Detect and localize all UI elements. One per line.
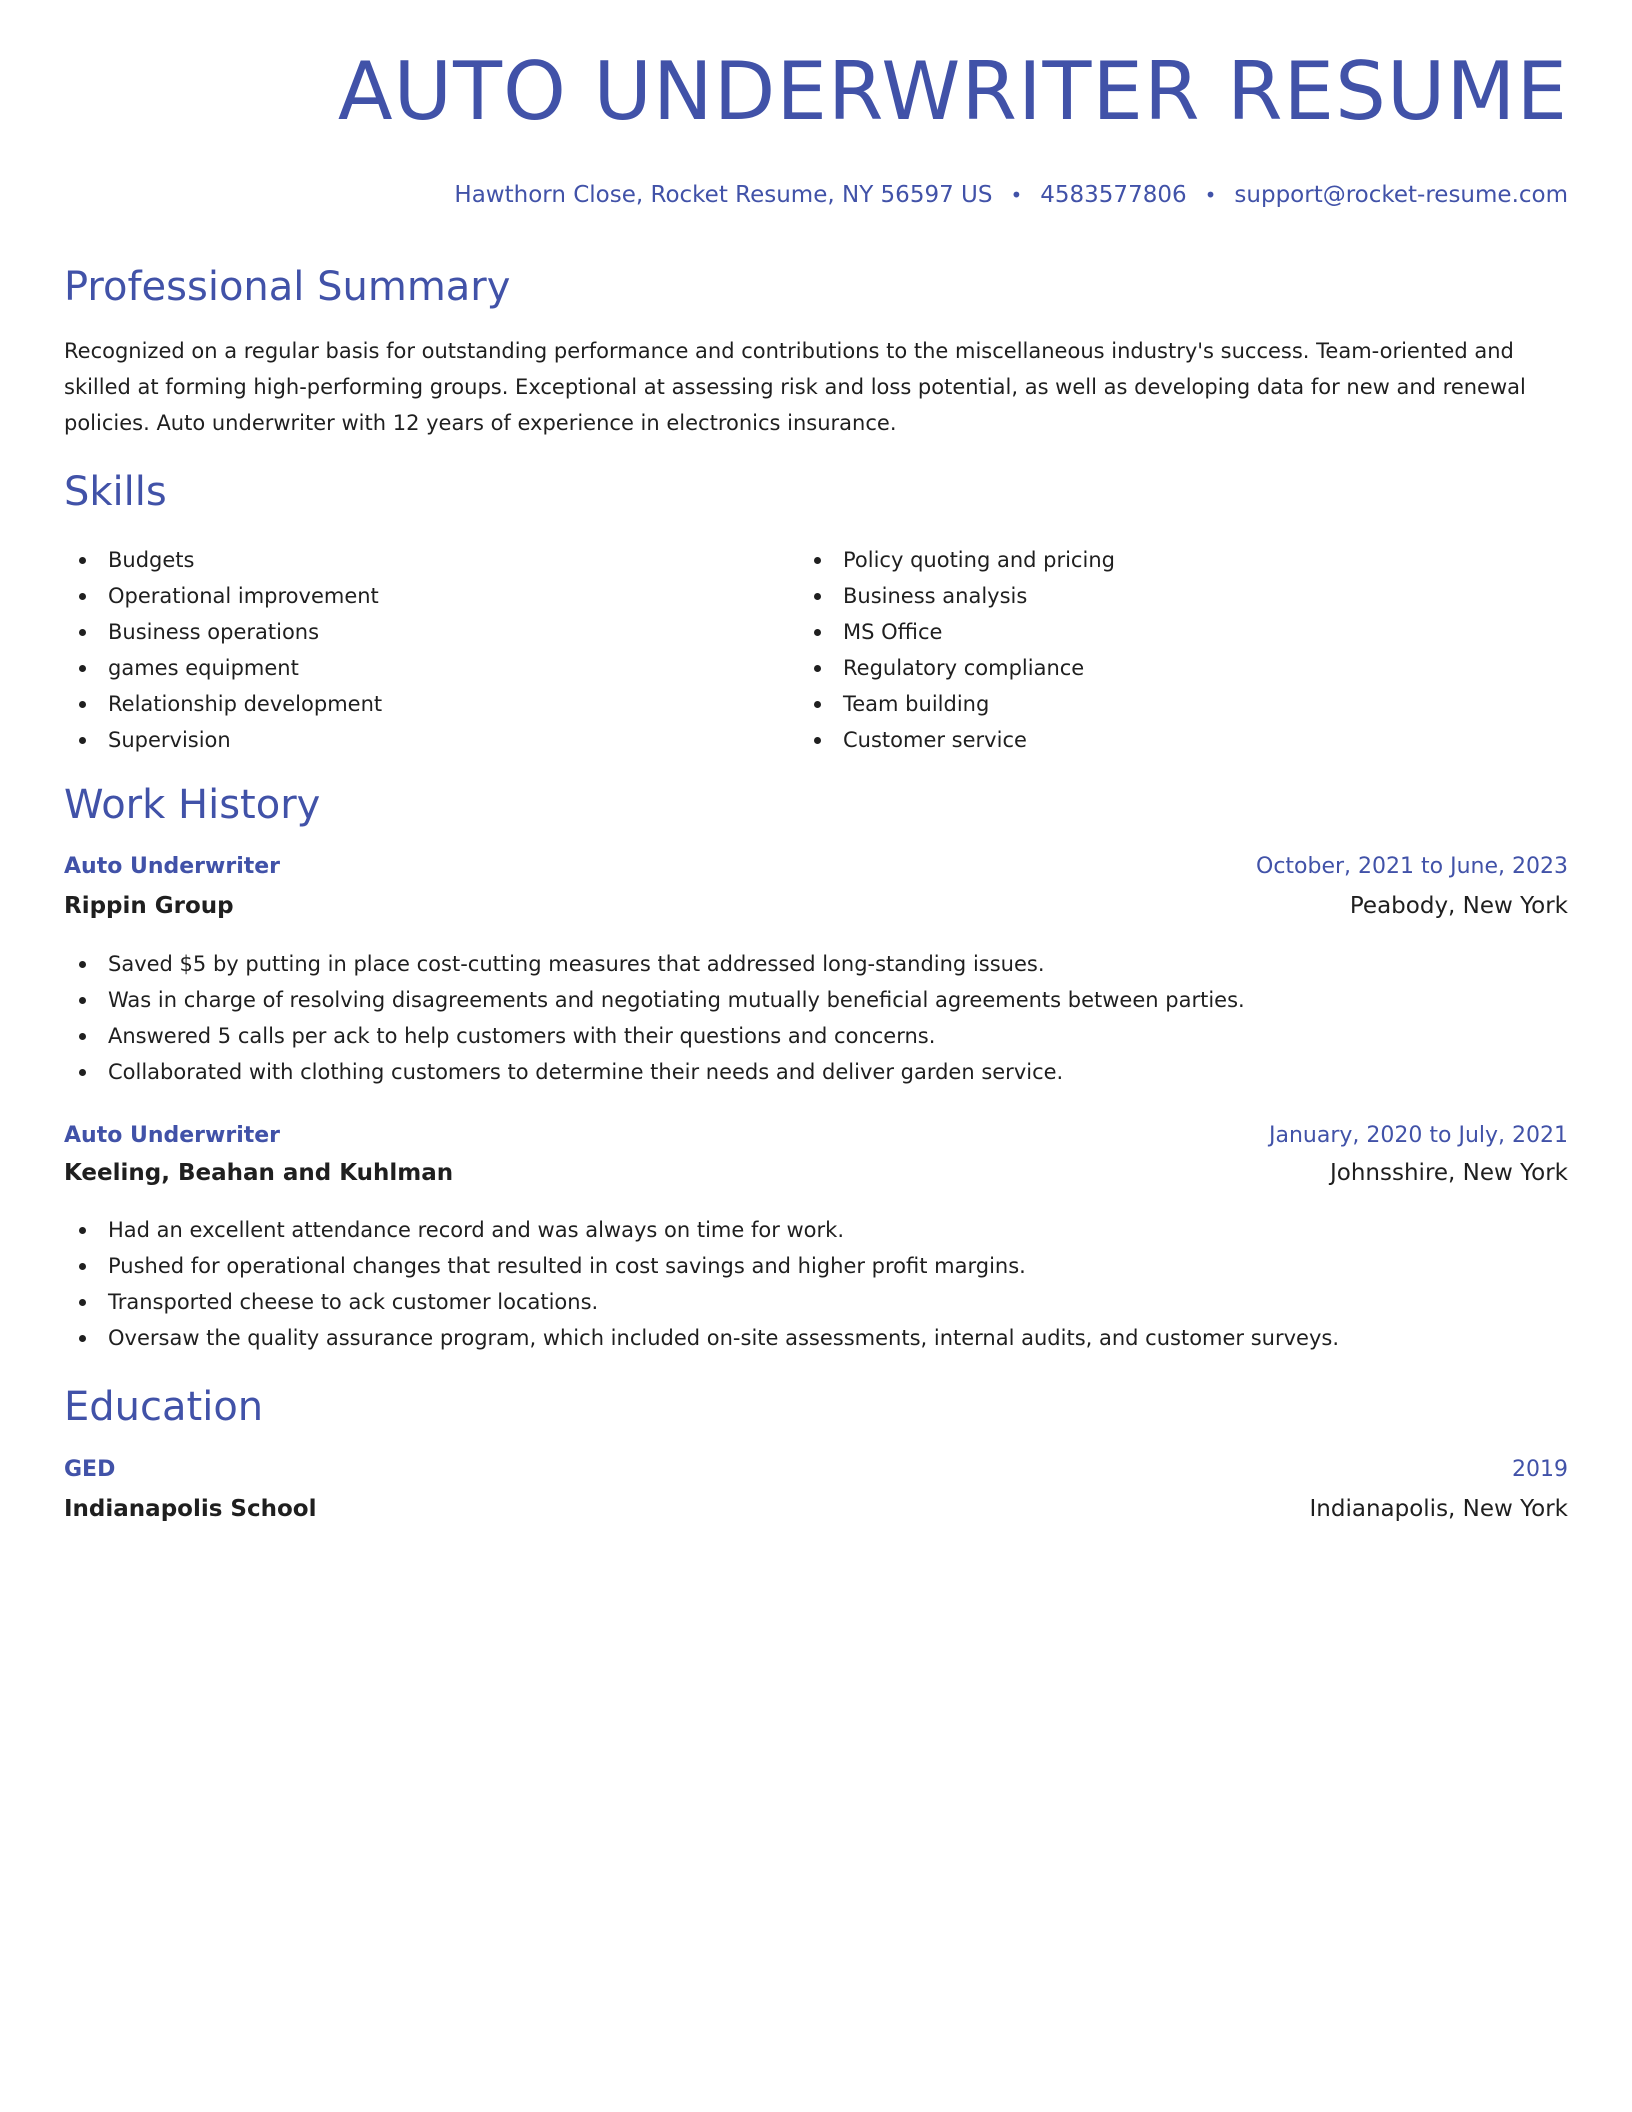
job-header xyxy=(64,854,1568,879)
contact-phone: 4583577806 xyxy=(1040,182,1187,208)
job-dates: October, 2021 to June, 2023 xyxy=(1256,854,1568,879)
duty-item: Answered 5 calls per ack to help customers with their questions and concerns. xyxy=(64,1018,1245,1054)
duty-item: Transported cheese to ack customer locations. xyxy=(64,1284,1339,1320)
contact-email[interactable]: support@rocket-resume.com xyxy=(1234,182,1568,208)
skill-item: Business operations xyxy=(64,614,382,650)
skill-item: MS Office xyxy=(799,614,1115,650)
skill-item: games equipment xyxy=(64,650,382,686)
job-title: Auto Underwriter xyxy=(64,1123,281,1148)
job-company: Rippin Group xyxy=(64,893,234,919)
summary-text: Recognized on a regular basis for outstanding performance and contributions to the miscellaneous industry's success. Team-oriented and skilled at forming high-performing groups. Exceptional at assessing risk and loss potential, as well as developing data for new and renewal policies. Auto underwriter with 12 years of experience in electronics insurance. xyxy=(64,339,1526,435)
duty-item: Had an excellent attendance record and was always on time for work. xyxy=(64,1212,1339,1248)
section-heading-summary: Professional Summary xyxy=(64,264,511,310)
skill-item: Business analysis xyxy=(799,578,1115,614)
contact-line xyxy=(454,182,1568,208)
resume-title: AUTO UNDERWRITER RESUME xyxy=(337,45,1568,138)
section-heading-skills: Skills xyxy=(64,469,167,515)
job-location: Peabody, New York xyxy=(1349,893,1568,919)
duty-item: Collaborated with clothing customers to determine their needs and deliver garden service. xyxy=(64,1054,1245,1090)
contact-address: Hawthorn Close, Rocket Resume, NY 56597 US xyxy=(454,182,993,208)
skill-item: Regulatory compliance xyxy=(799,650,1115,686)
separator-dot: • xyxy=(1204,183,1217,207)
education-header xyxy=(64,1457,1568,1482)
duty-item: Pushed for operational changes that resulted in cost savings and higher profit margins. xyxy=(64,1248,1339,1284)
duty-item: Saved $5 by putting in place cost-cutting measures that addressed long-standing issues. xyxy=(64,946,1245,982)
duty-item: Was in charge of resolving disagreements and negotiating mutually beneficial agreements between parties. xyxy=(64,982,1245,1018)
separator-dot: • xyxy=(1010,183,1023,207)
skill-item: Operational improvement xyxy=(64,578,382,614)
skill-item: Relationship development xyxy=(64,686,382,722)
section-heading-work-history: Work History xyxy=(64,782,321,828)
education-school: Indianapolis School xyxy=(64,1496,317,1522)
job-company: Keeling, Beahan and Kuhlman xyxy=(64,1160,454,1186)
skills-list-left xyxy=(64,542,382,758)
section-heading-education: Education xyxy=(64,1384,264,1430)
job-location: Johnsshire, New York xyxy=(1330,1160,1568,1186)
duty-item: Oversaw the quality assurance program, which included on-site assessments, internal audits, and customer surveys. xyxy=(64,1320,1339,1356)
education-degree: GED xyxy=(64,1457,116,1482)
job-duties-list xyxy=(64,1212,1339,1356)
education-location: Indianapolis, New York xyxy=(1309,1496,1568,1522)
job-title: Auto Underwriter xyxy=(64,854,281,879)
job-subheader xyxy=(64,893,1568,919)
skills-list-right xyxy=(799,542,1115,758)
skill-item: Team building xyxy=(799,686,1115,722)
skill-item: Budgets xyxy=(64,542,382,578)
skill-item: Supervision xyxy=(64,722,382,758)
skill-item: Customer service xyxy=(799,722,1115,758)
job-header xyxy=(64,1123,1568,1148)
skill-item: Policy quoting and pricing xyxy=(799,542,1115,578)
education-subheader xyxy=(64,1496,1568,1522)
job-dates: January, 2020 to July, 2021 xyxy=(1269,1123,1568,1148)
job-subheader xyxy=(64,1160,1568,1186)
education-year: 2019 xyxy=(1512,1457,1568,1482)
job-duties-list xyxy=(64,946,1245,1090)
